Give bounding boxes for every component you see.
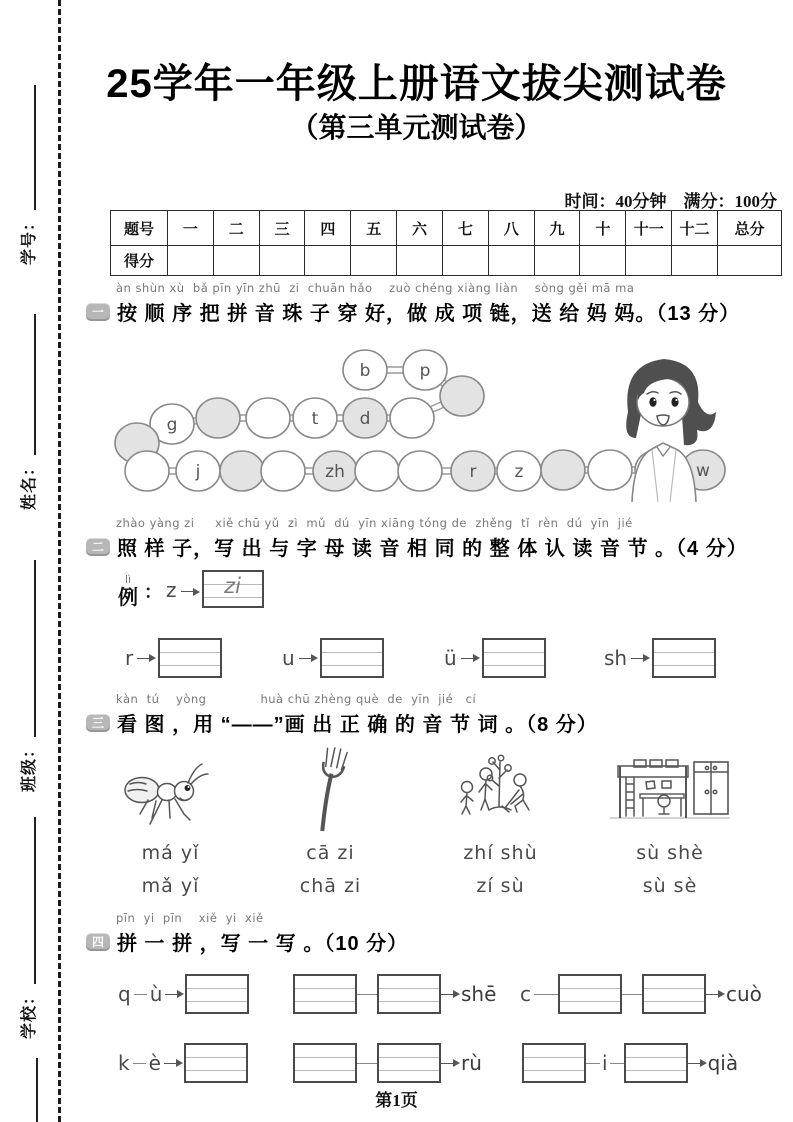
bead-label: p xyxy=(419,361,431,381)
score-table-score-row xyxy=(111,246,782,276)
score-cell xyxy=(168,246,214,276)
q3-option: má yǐ xyxy=(141,842,200,864)
score-col: 十一 xyxy=(626,211,672,246)
q3-option: mǎ yǐ xyxy=(141,875,200,897)
q3-column-ant xyxy=(103,742,238,903)
q2-example-box xyxy=(202,570,264,608)
q2-item-v: ü xyxy=(444,638,546,678)
q2-item-arrow xyxy=(461,658,478,659)
score-cell xyxy=(213,246,259,276)
q1-number-badge: 一 xyxy=(86,303,110,321)
q4-heading xyxy=(86,927,408,956)
bead xyxy=(220,451,264,491)
mom-illustration xyxy=(604,350,722,502)
bead xyxy=(541,450,585,490)
q4-write-box xyxy=(184,1043,248,1083)
bead-label: zh xyxy=(325,462,345,482)
q3-heading xyxy=(86,708,598,737)
score-col: 三 xyxy=(259,211,305,246)
class-label: 班级： xyxy=(20,740,38,792)
bead xyxy=(355,451,399,491)
ant-image xyxy=(118,742,223,837)
q3-option: sù sè xyxy=(642,875,698,897)
score-cell xyxy=(580,246,626,276)
q2-write-box xyxy=(158,638,222,678)
q2-write-box xyxy=(652,638,716,678)
q4-group-cuo: c cuò xyxy=(520,974,762,1014)
q2-item-r: r xyxy=(125,638,222,678)
q4-group-ru: rù xyxy=(293,1043,482,1083)
score-col: 四 xyxy=(305,211,351,246)
page-subtitle: （第三单元测试卷） xyxy=(290,112,543,143)
q4-group-qu: q ù xyxy=(118,974,249,1014)
bead-label: z xyxy=(514,462,524,482)
score-col: 七 xyxy=(442,211,488,246)
bead-label: d xyxy=(359,409,371,429)
score-table xyxy=(110,210,782,276)
q4-write-box xyxy=(293,974,357,1014)
score-col: 十 xyxy=(580,211,626,246)
score-cell xyxy=(718,246,782,276)
q3-option: cā zi xyxy=(306,842,355,864)
bead-label: r xyxy=(469,462,477,482)
q4-write-box xyxy=(185,974,249,1014)
score-cell xyxy=(305,246,351,276)
score-col: 二 xyxy=(213,211,259,246)
bead xyxy=(125,451,169,491)
score-col: 八 xyxy=(488,211,534,246)
q4-write-box xyxy=(522,1043,586,1083)
q4-group-she: shē xyxy=(293,974,496,1014)
bead xyxy=(246,398,290,438)
score-table-corner: 题号 xyxy=(111,211,168,246)
page-title: 25学年一年级上册语文拔尖测试卷 xyxy=(106,62,727,106)
name-blank-line xyxy=(34,314,36,455)
q3-column-dormitory xyxy=(595,742,745,903)
page-number: 第1页 xyxy=(375,1091,418,1110)
q3-option: zí sù xyxy=(476,875,525,897)
q2-item-arrow xyxy=(631,658,648,659)
bead xyxy=(398,451,442,491)
q2-item-u: u xyxy=(282,638,384,678)
bead xyxy=(261,451,305,491)
q4-group-ke: k è xyxy=(118,1043,248,1083)
score-col: 一 xyxy=(168,211,214,246)
student-number-blank-line xyxy=(34,85,36,210)
score-col: 九 xyxy=(534,211,580,246)
student-number-label: 学号： xyxy=(20,213,38,265)
q3-text: 看 图 ，用 “——”画 出 正 确 的 音 节 词 。（8 分） xyxy=(117,714,598,736)
q4-pinyin: pīn yi pīn xiě yi xiě xyxy=(116,911,264,925)
score-cell xyxy=(259,246,305,276)
time-fullscore-info: 时间：40分钟 满分：100分 xyxy=(564,192,777,211)
name-field xyxy=(14,314,40,510)
q3-option: chā zi xyxy=(299,875,362,897)
q3-column-fork xyxy=(263,742,398,903)
score-table-header-row xyxy=(111,211,782,246)
score-table-total: 总分 xyxy=(718,211,782,246)
score-cell xyxy=(626,246,672,276)
score-cell xyxy=(351,246,397,276)
q2-item-sh: sh xyxy=(604,638,716,678)
q1-pinyin: àn shùn xù bǎ pīn yīn zhū zi chuān hǎo zuò chéng xiàng liàn sòng gěi mā ma xyxy=(116,281,635,295)
bead-label: t xyxy=(311,409,319,429)
bead xyxy=(390,398,434,438)
school-field xyxy=(14,817,40,1039)
q2-pinyin: zhào yàng zi xiě chū yǔ zì mǔ dú yīn xiāng tóng de zhěng tǐ rèn dú yīn jié xyxy=(116,516,633,530)
q2-write-box xyxy=(320,638,384,678)
q2-example-answer: zi xyxy=(224,574,241,598)
score-row-label: 得分 xyxy=(111,246,168,276)
q4-number-badge: 四 xyxy=(86,933,110,951)
bead-label: j xyxy=(195,462,201,482)
bead-label: b xyxy=(359,361,371,381)
score-cell xyxy=(397,246,443,276)
dormitory-image xyxy=(608,742,733,837)
q4-group-qia: i qià xyxy=(522,1043,738,1083)
q2-example-arrow xyxy=(181,591,198,592)
school-label: 学校： xyxy=(20,987,38,1039)
q2-heading xyxy=(86,532,748,561)
q3-column-tree-planting xyxy=(428,742,573,903)
q1-text: 按 顺 序 把 拼 音 珠 子 穿 好，做 成 项 链，送 给 妈 妈。（13 分） xyxy=(117,303,741,325)
fold-dashed-line xyxy=(58,0,61,1122)
q3-option: sù shè xyxy=(636,842,704,864)
q2-example-word: lì 例 xyxy=(118,573,138,609)
q2-item-arrow xyxy=(137,658,154,659)
bead xyxy=(196,398,240,438)
q2-item-arrow xyxy=(299,658,316,659)
score-cell xyxy=(672,246,718,276)
bead-label: g xyxy=(166,415,178,435)
q2-example-colon: ： xyxy=(144,582,162,602)
class-field xyxy=(14,560,40,792)
q4-write-box xyxy=(642,974,706,1014)
q3-pinyin: kàn tú yòng huà chū zhèng què de yīn jié cí xyxy=(116,692,477,706)
student-number-field xyxy=(14,85,40,265)
q2-number-badge: 二 xyxy=(86,538,110,556)
bead xyxy=(440,376,484,416)
score-col: 十二 xyxy=(672,211,718,246)
q2-text: 照 样 子，写 出 与 字 母 读 音 相 同 的 整 体 认 读 音 节 。（4 分） xyxy=(117,538,748,560)
q1-heading xyxy=(86,297,740,326)
q4-write-box xyxy=(377,1043,441,1083)
school-blank-line xyxy=(34,817,36,984)
class-blank-line xyxy=(34,560,36,737)
q4-text: 拼 一 拼 ，写 一 写 。（10 分） xyxy=(117,933,409,955)
fork-image xyxy=(301,742,361,837)
q4-write-box xyxy=(558,974,622,1014)
score-col: 五 xyxy=(351,211,397,246)
q3-option: zhí shù xyxy=(463,842,538,864)
score-cell xyxy=(488,246,534,276)
q2-example-word-pinyin: lì xyxy=(124,573,132,586)
name-label: 姓名： xyxy=(20,458,38,510)
q4-write-box xyxy=(624,1043,688,1083)
q4-write-box xyxy=(377,974,441,1014)
bead-label: w xyxy=(696,461,710,481)
score-cell xyxy=(442,246,488,276)
q2-example-letter: z xyxy=(166,578,177,602)
score-cell xyxy=(534,246,580,276)
q4-write-box xyxy=(293,1043,357,1083)
tree-planting-image xyxy=(453,742,548,837)
score-col: 六 xyxy=(397,211,443,246)
q2-example xyxy=(118,570,264,608)
q3-number-badge: 三 xyxy=(86,714,110,732)
q2-write-box xyxy=(482,638,546,678)
